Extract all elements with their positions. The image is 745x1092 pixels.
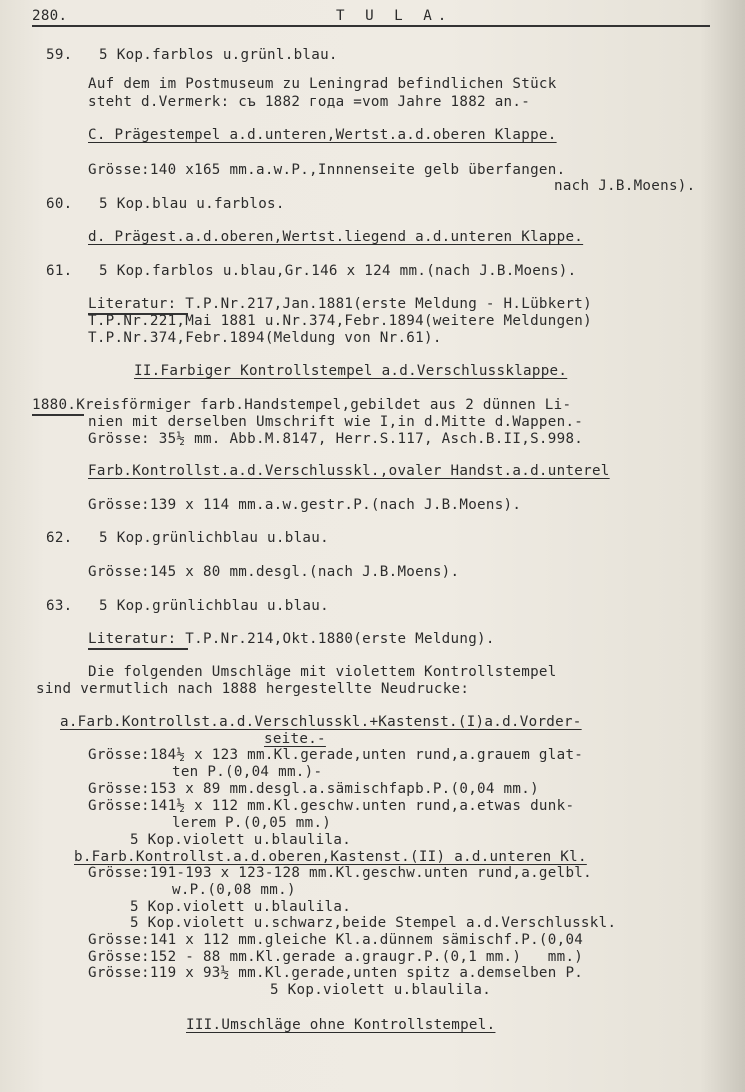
section-heading-d: d. Prägest.a.d.oberen,Wertst.liegend a.d.unteren Klappe. bbox=[88, 229, 584, 245]
subsection-heading-b: b.Farb.Kontrollst.a.d.oberen,Kastenst.(II) a.d.unteren Kl. bbox=[74, 849, 587, 865]
text-line: 5 Kop.violett u.blaulila. bbox=[130, 832, 352, 848]
entry-62: 62. 5 Kop.grünlichblau u.blau. bbox=[46, 530, 329, 546]
text-line: sind vermutlich nach 1888 hergestellte Neudrucke: bbox=[36, 681, 470, 697]
text-line: T.P.Nr.374,Febr.1894(Meldung von Nr.61). bbox=[88, 330, 442, 346]
entry-59: 59. 5 Kop.farblos u.grünl.blau. bbox=[46, 47, 338, 63]
literature-underline bbox=[88, 648, 188, 650]
text-line: T.P.Nr.221,Mai 1881 u.Nr.374,Febr.1894(weitere Meldungen) bbox=[88, 313, 592, 329]
text-line: Grösse:153 x 89 mm.desgl.a.sämischfapb.P.(0,04 mm.) bbox=[88, 781, 539, 797]
text-line: Die folgenden Umschläge mit violettem Kontrollstempel bbox=[88, 664, 557, 680]
text-line: 5 Kop.violett u.schwarz,beide Stempel a.d.Verschlusskl. bbox=[130, 915, 617, 931]
section-heading-iii: III.Umschläge ohne Kontrollstempel. bbox=[186, 1017, 496, 1033]
entry-63: 63. 5 Kop.grünlichblau u.blau. bbox=[46, 598, 329, 614]
subsection-heading-a: a.Farb.Kontrollst.a.d.Verschlusskl.+Kastenst.(I)a.d.Vorder- bbox=[60, 714, 582, 730]
subsection-heading: Farb.Kontrollst.a.d.Verschlusskl.,ovaler Handst.a.d.unterel bbox=[88, 463, 610, 479]
year-underline bbox=[32, 414, 84, 416]
entry-61: 61. 5 Kop.farblos u.blau,Gr.146 x 124 mm.(nach J.B.Moens). bbox=[46, 263, 577, 279]
text-line: Grösse:141 x 112 mm.gleiche Kl.a.dünnem sämischf.P.(0,04 bbox=[88, 932, 584, 948]
text-line: Grösse:141½ x 112 mm.Kl.geschw.unten rund,a.etwas dunk- bbox=[88, 798, 575, 814]
entry-1880: 1880.Kreisförmiger farb.Handstempel,gebildet aus 2 dünnen Li- bbox=[32, 397, 572, 413]
text-line: nien mit derselben Umschrift wie I,in d.Mitte d.Wappen.- bbox=[88, 414, 584, 430]
text-line: Grösse:139 x 114 mm.a.w.gestr.P.(nach J.B.Moens). bbox=[88, 497, 522, 513]
page-number: 280. bbox=[32, 8, 68, 24]
literature-line: Literatur: T.P.Nr.217,Jan.1881(erste Meldung - H.Lübkert) bbox=[88, 296, 592, 312]
section-heading-ii: II.Farbiger Kontrollstempel a.d.Verschlussklappe. bbox=[134, 363, 568, 379]
text-line: nach J.B.Moens). bbox=[554, 178, 696, 194]
text-line: Grösse:152 - 88 mm.Kl.gerade a.graugr.P.(0,1 mm.) mm.) bbox=[88, 949, 584, 965]
text-line: steht d.Vermerk: съ 1882 года =vom Jahre 1882 an.- bbox=[88, 94, 531, 110]
section-heading-c: C. Prägestempel a.d.unteren,Wertst.a.d.oberen Klappe. bbox=[88, 127, 557, 143]
text-line: Grösse: 35½ mm. Abb.M.8147, Herr.S.117, Asch.B.II,S.998. bbox=[88, 431, 584, 447]
text-line: Grösse:119 x 93½ mm.Kl.gerade,unten spitz a.demselben P. bbox=[88, 965, 584, 981]
text-line: ten P.(0,04 mm.)- bbox=[172, 764, 323, 780]
text-line: Grösse:191-193 x 123-128 mm.Kl.geschw.unten rund,a.gelbl. bbox=[88, 865, 592, 881]
header-rule bbox=[32, 25, 710, 27]
literature-line: Literatur: T.P.Nr.214,Okt.1880(erste Meldung). bbox=[88, 631, 495, 647]
text-line: 5 Kop.violett u.blaulila. bbox=[130, 899, 352, 915]
text-line: Auf dem im Postmuseum zu Leningrad befindlichen Stück bbox=[88, 76, 557, 92]
text-line: w.P.(0,08 mm.) bbox=[172, 882, 296, 898]
text-line: Grösse:140 x165 mm.a.w.P.,Innnenseite gelb überfangen. bbox=[88, 162, 566, 178]
text-line: Grösse:184½ x 123 mm.Kl.gerade,unten rund,a.grauem glat- bbox=[88, 747, 584, 763]
text-line: lerem P.(0,05 mm.) bbox=[172, 815, 332, 831]
entry-60: 60. 5 Kop.blau u.farblos. bbox=[46, 196, 285, 212]
page-title: T U L A. bbox=[336, 8, 453, 24]
text-line: seite.- bbox=[264, 731, 326, 747]
text-line: Grösse:145 x 80 mm.desgl.(nach J.B.Moens). bbox=[88, 564, 460, 580]
text-line: 5 Kop.violett u.blaulila. bbox=[270, 982, 492, 998]
